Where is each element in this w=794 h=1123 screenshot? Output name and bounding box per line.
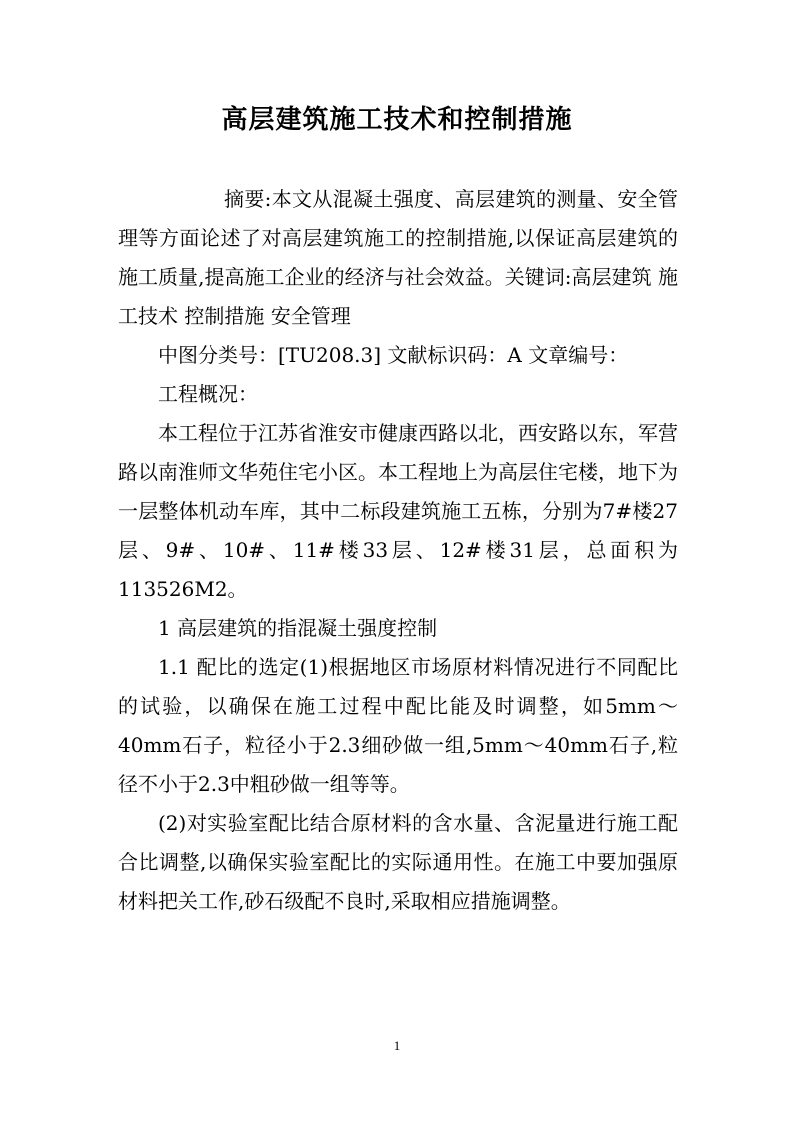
section-1-heading: 1 高层建筑的指混凝土强度控制: [158, 616, 438, 640]
project-overview-heading: 工程概况：: [158, 382, 258, 406]
abstract-paragraph: 摘要:本文从混凝土强度、高层建筑的测量、安全管理等方面论述了对高层建筑施工的控制措施,以保证高层建筑的施工质量,提高施工企业的经济与社会效益。关键词:高层建筑 施工技术 控制措施 安全管理: [118, 187, 678, 328]
section-1-1-paragraph: 1.1 配比的选定(1)根据地区市场原材料情况进行不同配比的试验，以确保在施工过程中配比能及时调整，如5mm～40mm石子，粒径小于2.3细砂做一组,5mm～40mm石子,粒径不小于2.3中粗砂做一组等等。: [118, 655, 678, 796]
section-1-1-2-paragraph: (2)对实验室配比结合原材料的含水量、含泥量进行施工配合比调整,以确保实验室配比的实际通用性。在施工中要加强原材料把关工作,砂石级配不良时,采取相应措施调整。: [118, 811, 678, 913]
page-number: 1: [393, 1038, 401, 1053]
document-body: [118, 180, 678, 921]
project-overview-paragraph: 本工程位于江苏省淮安市健康西路以北，西安路以东，军营路以南淮师文华苑住宅小区。本工程地上为高层住宅楼，地下为一层整体机动车库，其中二标段建筑施工五栋，分别为7#楼27层、9#、10#、11#楼33层、12#楼31层，总面积为113526M2。: [118, 421, 678, 601]
classification-line: 中图分类号：[TU208.3] 文献标识码：A 文章编号：: [158, 343, 629, 367]
document-title: 高层建筑施工技术和控制措施: [221, 105, 573, 135]
